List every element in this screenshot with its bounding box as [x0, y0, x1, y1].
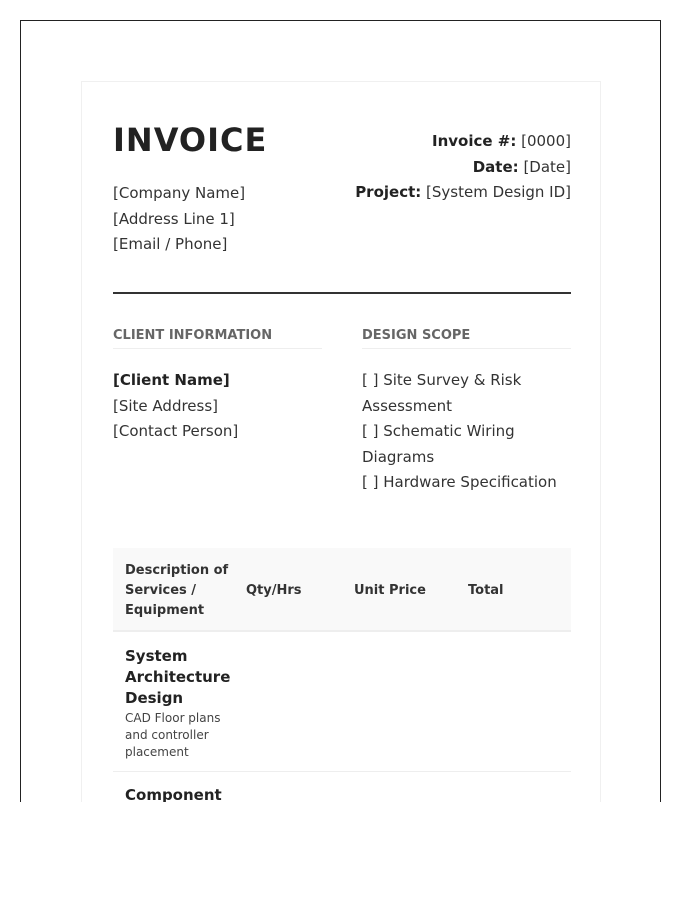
scope-item: [ ] Site Survey & Risk Assessment [362, 371, 522, 415]
invoice-project-label: Project: [355, 183, 422, 201]
client-site-address: [Site Address] [113, 396, 219, 415]
invoice-project-value: [System Design ID] [426, 183, 571, 201]
client-contact-person: [Contact Person] [113, 422, 239, 440]
column-header-unit-price: Unit Price [354, 583, 426, 598]
table-row [113, 632, 571, 772]
invoice-number-label: Invoice #: [431, 132, 517, 150]
design-scope-section [362, 328, 571, 496]
item-name: Component [125, 786, 222, 802]
invoice-date-value: [Date] [523, 157, 571, 176]
invoice-date-line [355, 155, 571, 181]
services-table [113, 548, 571, 802]
invoice-sheet [81, 81, 601, 802]
scope-item: [ ] Schematic Wiring Diagrams [362, 422, 515, 466]
column-header-total: Total [468, 583, 504, 598]
company-name: [Company Name] [113, 184, 246, 202]
item-description: CAD Floor plans and controller placement [125, 711, 221, 759]
invoice-title: INVOICE [113, 121, 268, 159]
header-divider [113, 292, 571, 294]
item-name: System Architecture Design [125, 647, 231, 707]
company-address: [Address Line 1] [113, 209, 235, 228]
column-header-qty: Qty/Hrs [246, 583, 302, 598]
page-frame [20, 20, 661, 802]
table-row [113, 772, 571, 802]
design-scope-heading: DESIGN SCOPE [362, 328, 571, 349]
company-contact: [Email / Phone] [113, 235, 228, 253]
invoice-number-value: [0000] [521, 132, 571, 150]
invoice-meta [355, 129, 571, 206]
client-name: [Client Name] [113, 371, 230, 389]
client-information-heading: CLIENT INFORMATION [113, 328, 322, 349]
client-information-section [113, 328, 322, 445]
invoice-number-line [355, 129, 571, 155]
scope-item: [ ] Hardware Specification [362, 473, 557, 491]
company-info [113, 181, 245, 258]
invoice-date-label: Date: [472, 157, 519, 176]
table-header [113, 548, 571, 632]
column-header-description: Description of Services / Equipment [125, 563, 229, 618]
invoice-project-line [355, 180, 571, 206]
